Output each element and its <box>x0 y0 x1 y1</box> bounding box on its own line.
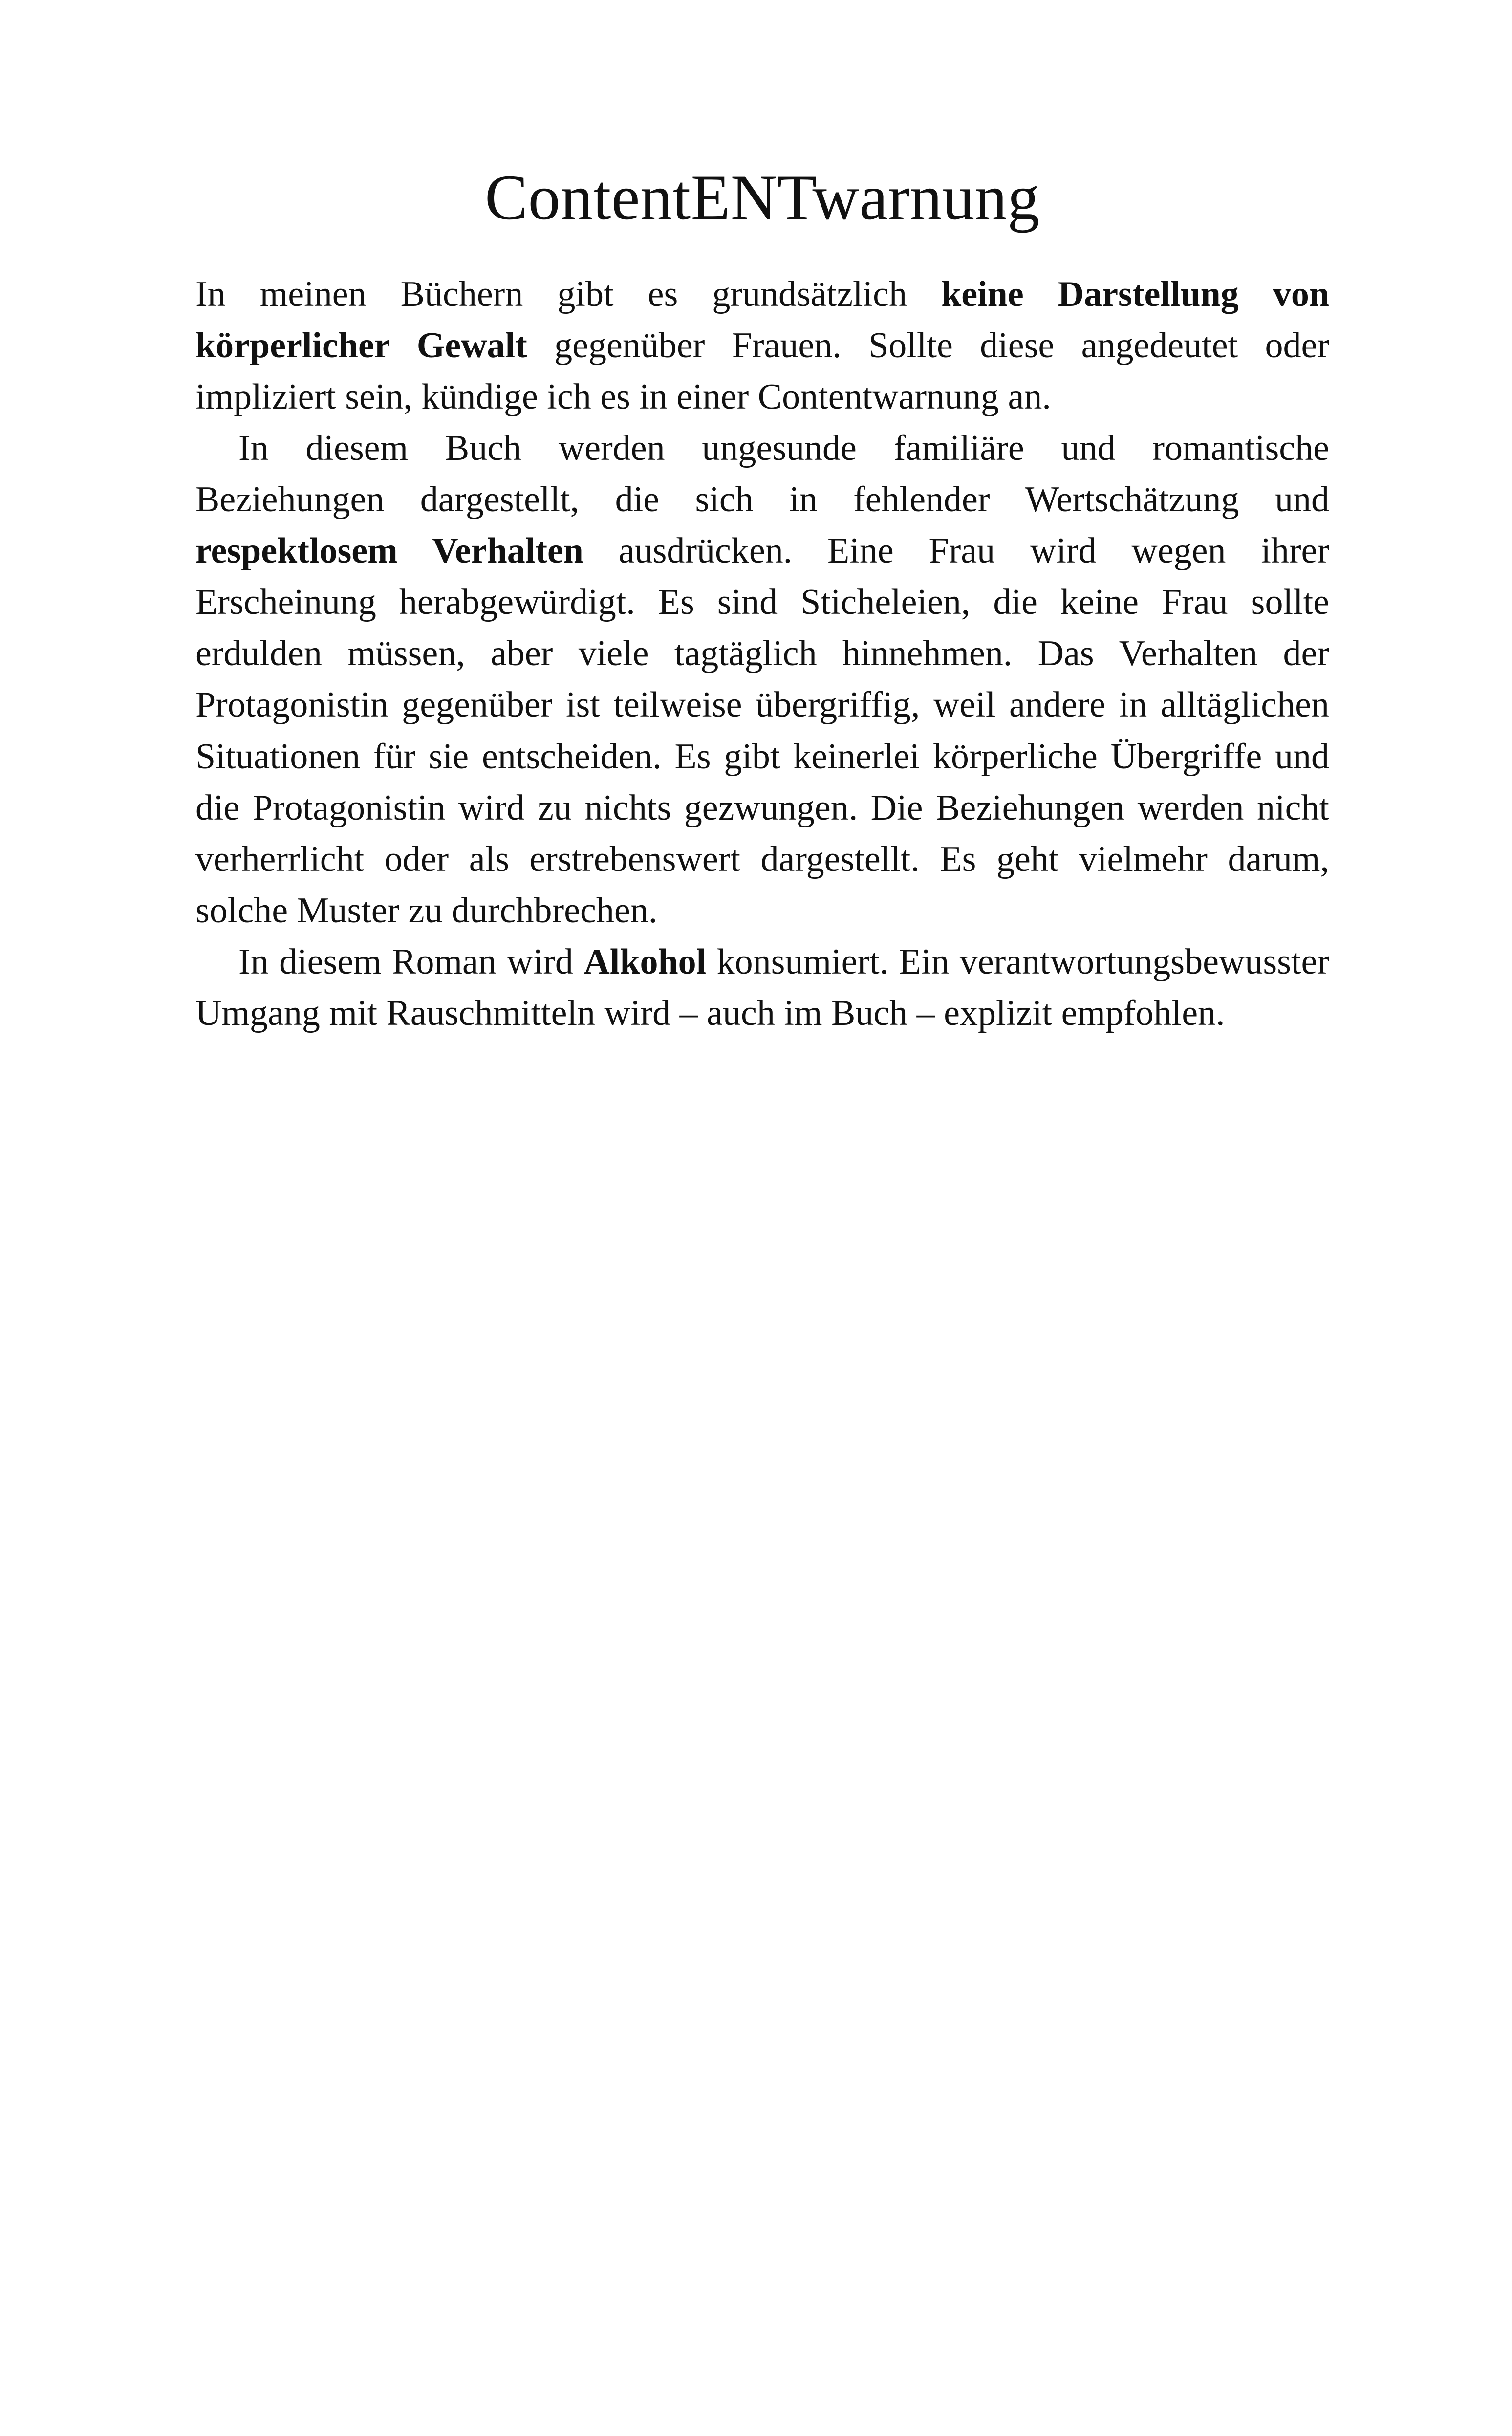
page-title: ContentENTwarnung <box>485 161 1040 233</box>
body-text <box>195 269 1329 1039</box>
emphasis-text: keine Darstellung von körperlicher Gewalt <box>195 274 1330 366</box>
text-run: ausdrücken. Eine Frau wird wegen ihrer Erscheinung herabgewürdigt. Es sind Sticheleien, die keine Frau sollte erdulden müssen, aber viele tagtäglich hinnehmen. Das Verhalten der Protagonistin gegenüber ist teilweise übergriffig, weil andere in alltäglichen Situationen für sie entscheiden. Es gibt keinerlei körperliche Übergriffe und die Protagonistin wird zu nichts gezwungen. Die Beziehungen werden nicht verherrlicht oder als erstrebenswert dargestellt. Es geht vielmehr darum, solche Muster zu durchbrechen. <box>195 531 1330 931</box>
text-run: konsumiert. Ein verantwortungsbewusster Umgang mit Rauschmitteln wird – auch im Buch – explizit empfohlen. <box>195 941 1329 1033</box>
paragraph-p3 <box>195 936 1329 1039</box>
text-run: gegenüber Frauen. Sollte diese angedeutet oder impliziert sein, kündige ich es in einer Contentwarnung an. <box>195 325 1329 417</box>
text-run: In diesem Buch werden ungesunde familiäre und romantische Beziehungen dargestellt, die sich in fehlender Wertschätzung und <box>195 428 1329 520</box>
text-run: In diesem Roman wird <box>238 941 584 982</box>
paragraph-p2 <box>195 423 1329 936</box>
emphasis-text: respektlosem Verhalten <box>195 531 583 571</box>
text-run: In meinen Büchern gibt es grundsätzlich <box>195 274 942 314</box>
emphasis-text: Alkohol <box>583 941 707 982</box>
paragraph-p1 <box>195 269 1329 423</box>
page-content <box>195 161 1329 1039</box>
